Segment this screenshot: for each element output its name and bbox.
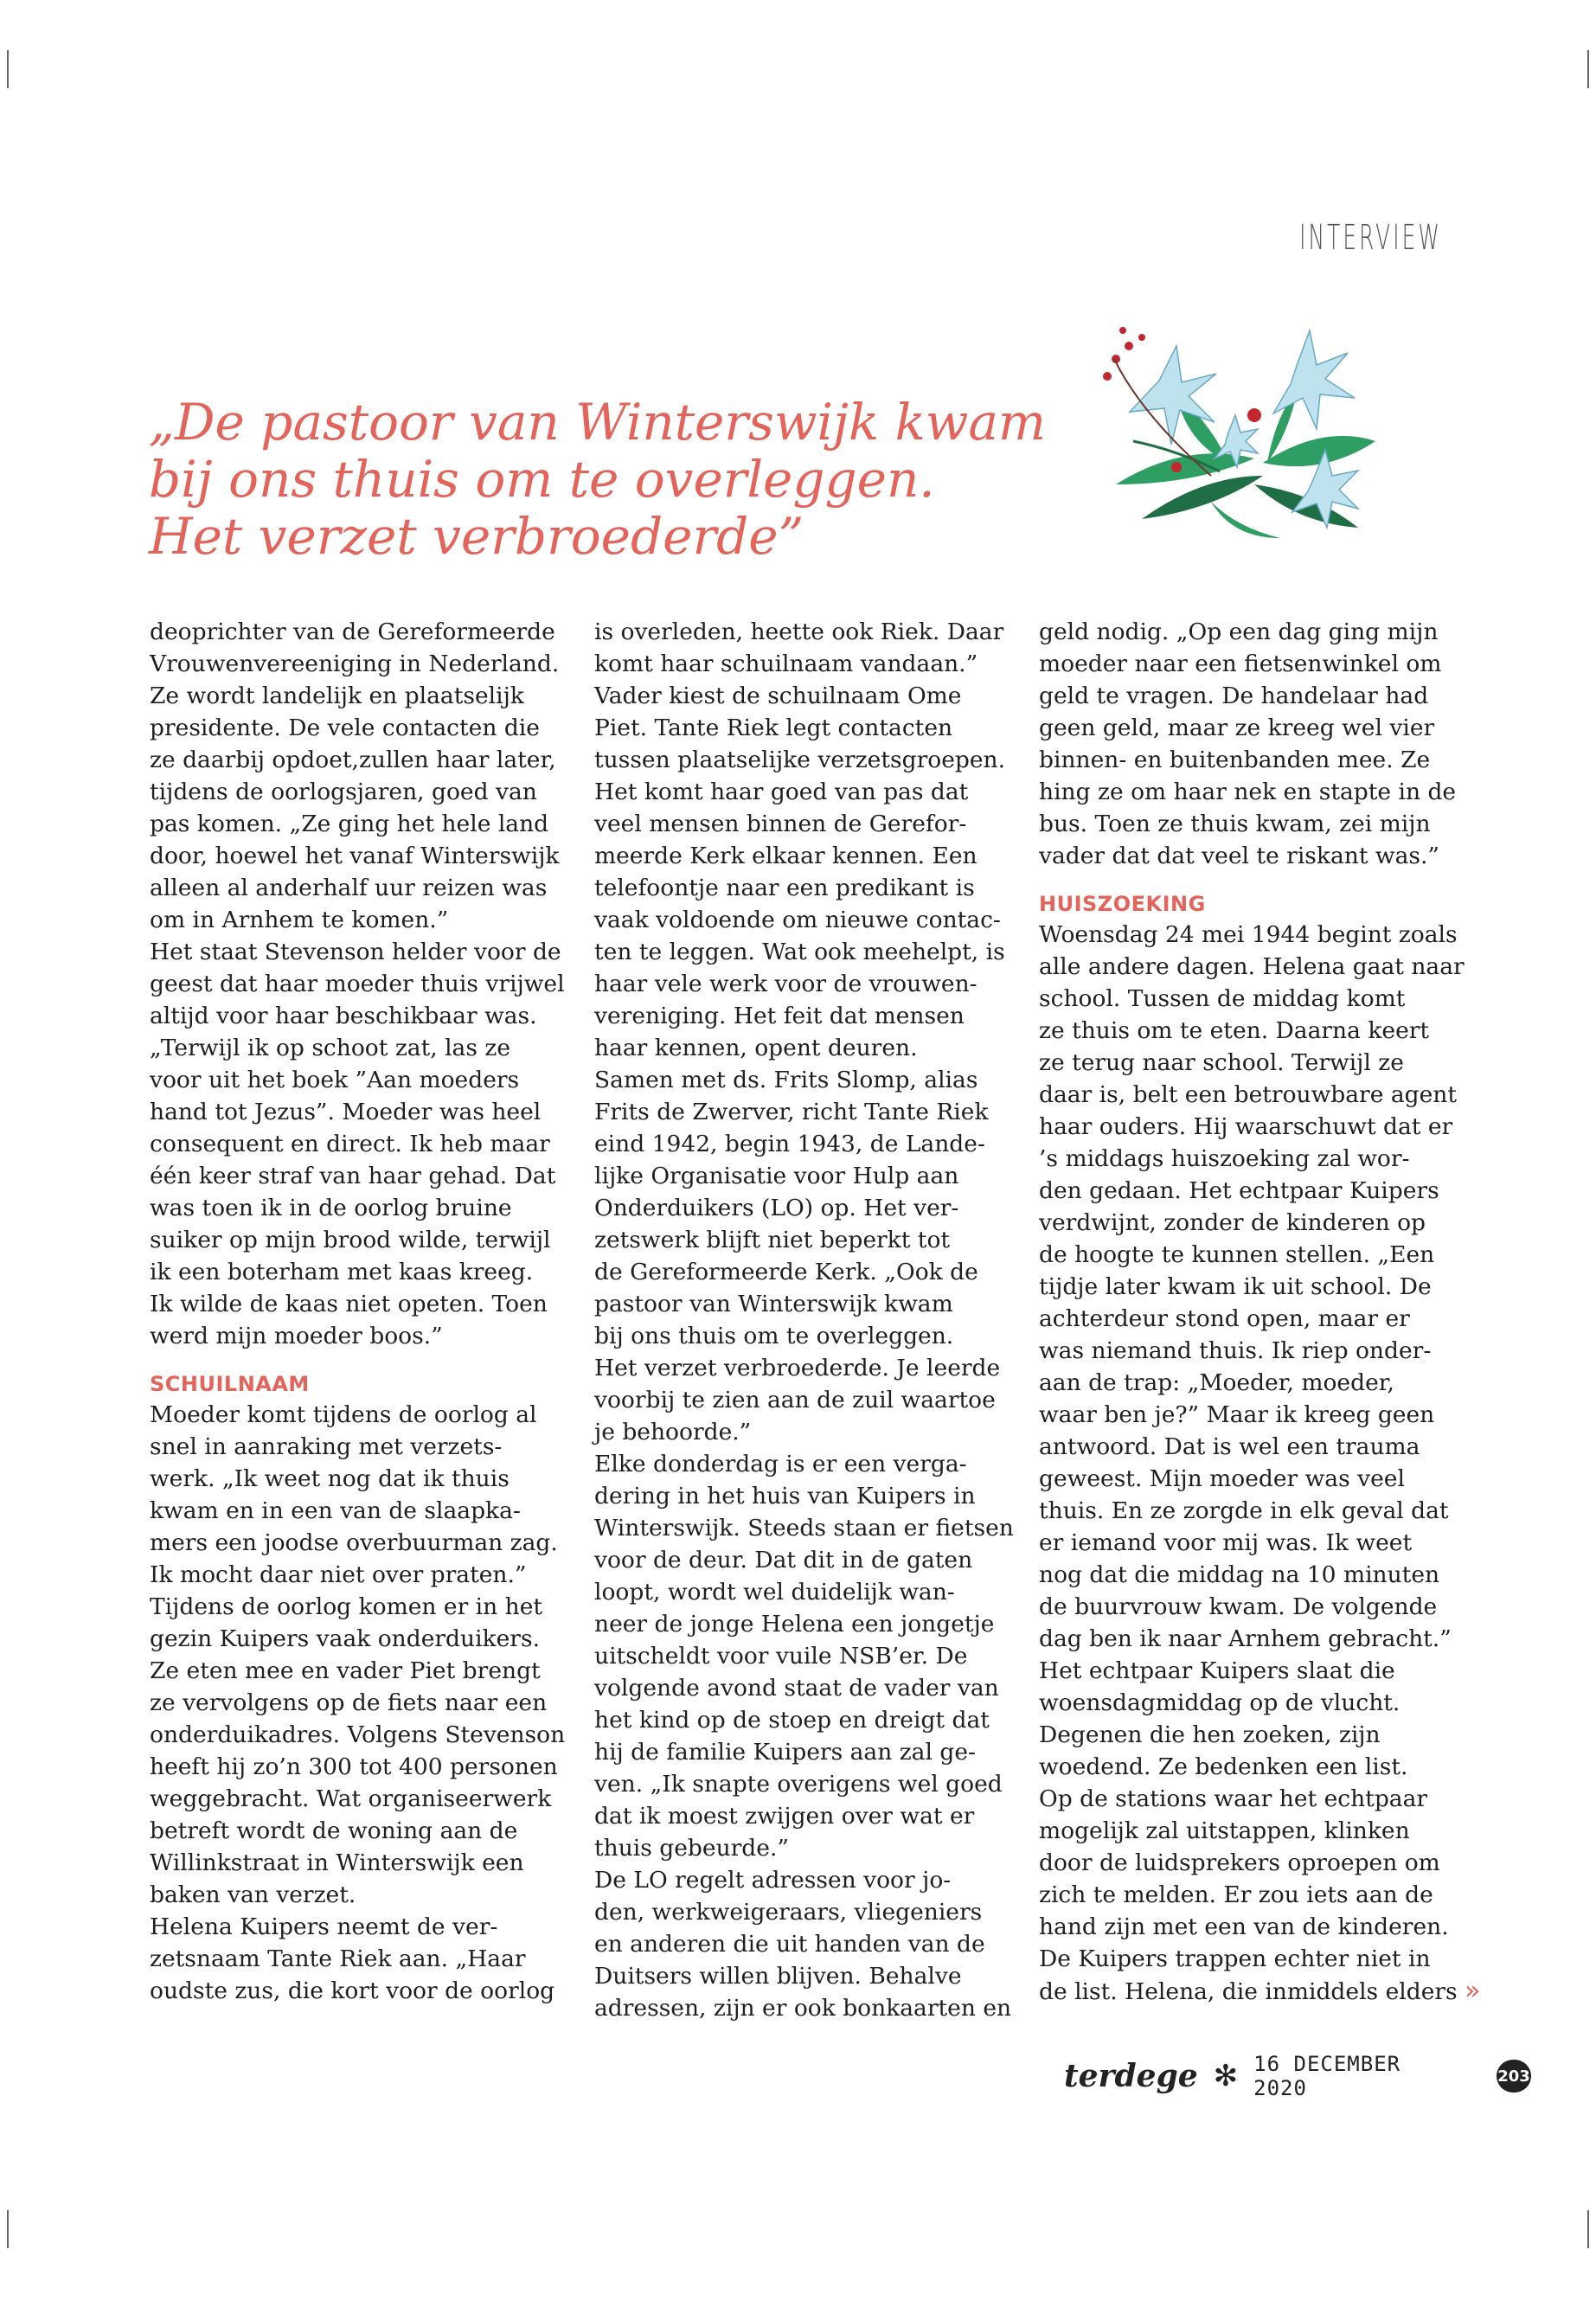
text-line: betreft wordt de woning aan de bbox=[150, 1817, 518, 1844]
text-line: Vrouwenvereeniging in Nederland. bbox=[150, 651, 560, 677]
text-line: één keer straf van haar gehad. Dat bbox=[150, 1163, 556, 1189]
text-line: je behoorde.” bbox=[594, 1419, 752, 1445]
text-line: Helena Kuipers neemt de ver- bbox=[150, 1913, 498, 1940]
text-line: ze thuis om te eten. Daarna keert bbox=[1039, 1017, 1430, 1044]
text-line: eind 1942, begin 1943, de Lande- bbox=[594, 1131, 985, 1157]
text-line: dag ben ik naar Arnhem gebracht.” bbox=[1039, 1625, 1452, 1652]
text-line: was toen ik in de oorlog bruine bbox=[150, 1195, 512, 1221]
text-line: vaak voldoende om nieuwe contac- bbox=[594, 907, 1001, 933]
text-line: door de luidsprekers oproepen om bbox=[1039, 1849, 1440, 1876]
crop-mark-bottom-left bbox=[7, 2210, 9, 2248]
text-line: Moeder komt tijdens de oorlog al bbox=[150, 1401, 537, 1428]
asterisk-icon: ✻ bbox=[1213, 2059, 1239, 2093]
text-line: geld te vragen. De handelaar had bbox=[1039, 683, 1429, 709]
page-footer bbox=[1064, 2050, 1531, 2102]
text-line: waar ben je?” Maar ik kreeg geen bbox=[1039, 1401, 1435, 1428]
text-line: Ik mocht daar niet over praten.” bbox=[150, 1561, 527, 1588]
text-line: de hoogte te kunnen stellen. „Een bbox=[1039, 1241, 1435, 1268]
text-line: werd mijn moeder boos.” bbox=[150, 1323, 443, 1349]
paragraph bbox=[150, 616, 560, 936]
text-line: moeder naar een fietsenwinkel om bbox=[1039, 651, 1442, 677]
text-line: neer de jonge Helena een jongetje bbox=[594, 1611, 995, 1638]
text-line: werk. „Ik weet nog dat ik thuis bbox=[150, 1465, 510, 1492]
pull-quote bbox=[149, 393, 1046, 566]
issue-date: 16 DECEMBER 2020 bbox=[1253, 2052, 1401, 2100]
pull-quote-line: bij ons thuis om te overleggen. bbox=[149, 450, 935, 509]
text-line: Piet. Tante Riek legt contacten bbox=[594, 715, 953, 741]
article-column-3 bbox=[1039, 616, 1481, 2024]
paragraph bbox=[1039, 616, 1457, 872]
text-line: nog dat die middag na 10 minuten bbox=[1039, 1561, 1440, 1588]
text-line: Ze eten mee en vader Piet brengt bbox=[150, 1657, 541, 1684]
text-line: tijdens de oorlogsjaren, goed van bbox=[150, 779, 537, 805]
text-line: meerde Kerk elkaar kennen. Een bbox=[594, 843, 977, 869]
text-line: ze terug naar school. Terwijl ze bbox=[1039, 1049, 1404, 1076]
page-number-badge: 203 bbox=[1497, 2060, 1531, 2093]
text-line: ze vervolgens op de fiets naar een bbox=[150, 1689, 548, 1716]
article-column-2 bbox=[594, 616, 1014, 2024]
text-line: De Kuipers trappen echter niet in bbox=[1039, 1945, 1431, 1972]
text-line: aan de trap: „Moeder, moeder, bbox=[1039, 1369, 1394, 1396]
paragraph bbox=[1039, 919, 1465, 1655]
article-body bbox=[150, 616, 1481, 2024]
text-line: thuis. En ze zorgde in elk geval dat bbox=[1039, 1497, 1449, 1524]
paragraph bbox=[150, 1591, 566, 1911]
text-line: vader dat dat veel te riskant was.” bbox=[1039, 843, 1439, 869]
text-line: Woensdag 24 mei 1944 begint zoals bbox=[1039, 921, 1458, 948]
text-line: tijdje later kwam ik uit school. De bbox=[1039, 1273, 1432, 1300]
text-line: onderduikadres. Volgens Stevenson bbox=[150, 1721, 566, 1748]
text-line: presidente. De vele contacten die bbox=[150, 715, 540, 741]
continue-arrow-icon: » bbox=[1465, 1976, 1481, 2006]
text-line: dering in het huis van Kuipers in bbox=[594, 1483, 976, 1509]
text-line: zich te melden. Er zou iets aan de bbox=[1039, 1881, 1433, 1908]
paragraph bbox=[594, 616, 1006, 1064]
text-line: Het staat Stevenson helder voor de bbox=[150, 939, 561, 965]
text-line: Ze wordt landelijk en plaatselijk bbox=[150, 683, 524, 709]
text-line: weggebracht. Wat organiseerwerk bbox=[150, 1785, 552, 1812]
text-line: thuis gebeurde.” bbox=[594, 1835, 789, 1862]
text-line: achterdeur stond open, maar er bbox=[1039, 1305, 1410, 1332]
leaf-sprigs bbox=[1116, 389, 1375, 538]
text-line: telefoontje naar een predikant is bbox=[594, 875, 975, 901]
text-line: hand zijn met een van de kinderen. bbox=[1039, 1913, 1449, 1940]
text-line: de buurvrouw kwam. De volgende bbox=[1039, 1593, 1438, 1620]
text-line: Tijdens de oorlog komen er in het bbox=[150, 1593, 543, 1620]
text-line: ze daarbij opdoet,zullen haar later, bbox=[150, 747, 556, 773]
text-line: haar ouders. Hij waarschuwt dat er bbox=[1039, 1113, 1453, 1140]
text-line: mers een joodse overbuurman zag. bbox=[150, 1529, 558, 1556]
text-line: oudste zus, die kort voor de oorlog bbox=[150, 1977, 555, 2004]
text-line: geest dat haar moeder thuis vrijwel bbox=[150, 971, 565, 997]
text-line: veel mensen binnen de Gerefor- bbox=[594, 811, 967, 837]
text-line: verdwijnt, zonder de kinderen op bbox=[1039, 1209, 1426, 1236]
paragraph bbox=[594, 1448, 1014, 1864]
text-line: vereniging. Het feit dat mensen bbox=[594, 1003, 965, 1029]
paragraph bbox=[150, 1399, 558, 1591]
text-line: woedend. Ze bedenken een list. bbox=[1039, 1753, 1408, 1780]
text-line: kwam en in een van de slaapka- bbox=[150, 1497, 521, 1524]
text-line: het kind op de stoep en dreigt dat bbox=[594, 1707, 990, 1734]
text-line: Ik wilde de kaas niet opeten. Toen bbox=[150, 1291, 548, 1317]
text-line: Winterswijk. Steeds staan er fietsen bbox=[594, 1515, 1014, 1541]
text-line: de Gereformeerde Kerk. „Ook de bbox=[594, 1259, 978, 1285]
text-line: bus. Toen ze thuis kwam, zei mijn bbox=[1039, 811, 1431, 837]
text-line: haar kennen, opent deuren. bbox=[594, 1035, 918, 1061]
text-line: den, werkweigeraars, vliegeniers bbox=[594, 1899, 983, 1926]
text-line: consequent en direct. Ik heb maar bbox=[150, 1131, 550, 1157]
text-line: geen geld, maar ze kreeg wel vier bbox=[1039, 715, 1435, 741]
text-line: alle andere dagen. Helena gaat naar bbox=[1039, 953, 1465, 980]
text-line: voor uit het boek ”Aan moeders bbox=[150, 1067, 520, 1093]
text-line: er iemand voor mij was. Ik weet bbox=[1039, 1529, 1413, 1556]
text-line: hij de familie Kuipers aan zal ge- bbox=[594, 1739, 976, 1766]
text-line: woensdagmiddag op de vlucht. bbox=[1039, 1689, 1401, 1716]
text-line: Onderduikers (LO) op. Het ver- bbox=[594, 1195, 959, 1221]
text-line: baken van verzet. bbox=[150, 1881, 356, 1908]
pull-quote-line: Het verzet verbroederde” bbox=[149, 507, 804, 566]
text-line: voorbij te zien aan de zuil waartoe bbox=[594, 1387, 996, 1413]
section-heading: SCHUILNAAM bbox=[150, 1372, 310, 1396]
text-line: haar vele werk voor de vrouwen- bbox=[594, 971, 977, 997]
section-heading: HUISZOEKING bbox=[1039, 892, 1206, 916]
text-line: ’s middags huiszoeking zal wor- bbox=[1039, 1145, 1410, 1172]
magazine-logo: terdege bbox=[1064, 2058, 1198, 2094]
paragraph bbox=[150, 936, 565, 1352]
text-line: volgende avond staat de vader van bbox=[594, 1675, 999, 1702]
text-line: adressen, zijn er ook bonkaarten en bbox=[594, 1995, 1012, 2022]
text-line: Het echtpaar Kuipers slaat die bbox=[1039, 1657, 1395, 1684]
text-line: tussen plaatselijke verzetsgroepen. bbox=[594, 747, 1006, 773]
paragraph bbox=[1039, 1655, 1481, 2008]
text-line: was niemand thuis. Ik riep onder- bbox=[1039, 1337, 1432, 1364]
text-line: heeft hij zo’n 300 tot 400 personen bbox=[150, 1753, 558, 1780]
text-line: om in Arnhem te komen.” bbox=[150, 907, 449, 933]
text-line: zetswerk blijft niet beperkt tot bbox=[594, 1227, 951, 1253]
text-line: Frits de Zwerver, richt Tante Riek bbox=[594, 1099, 989, 1125]
text-line: ik een boterham met kaas kreeg. bbox=[150, 1259, 534, 1285]
section-label: INTERVIEW bbox=[1299, 218, 1442, 258]
text-line: De LO regelt adressen voor jo- bbox=[594, 1867, 952, 1894]
text-line: hing ze om haar nek en stapte in de bbox=[1039, 779, 1457, 805]
text-line: lijke Organisatie voor Hulp aan bbox=[594, 1163, 959, 1189]
paragraph bbox=[150, 1911, 555, 2007]
crop-mark-top-right bbox=[1587, 50, 1589, 88]
text-line: loopt, wordt wel duidelijk wan- bbox=[594, 1579, 955, 1606]
text-line: geld nodig. „Op een dag ging mijn bbox=[1039, 619, 1439, 645]
text-line bbox=[1039, 1975, 1481, 2008]
text-line: gezin Kuipers vaak onderduikers. bbox=[150, 1625, 540, 1652]
text-line: Vader kiest de schuilnaam Ome bbox=[594, 683, 962, 709]
text-line: ten te leggen. Wat ook meehelpt, is bbox=[594, 939, 1005, 965]
text-line: antwoord. Dat is wel een trauma bbox=[1039, 1433, 1420, 1460]
text-line: mogelijk zal uitstappen, klinken bbox=[1039, 1817, 1410, 1844]
text-line: „Terwijl ik op schoot zat, las ze bbox=[150, 1035, 511, 1061]
text-line: Willinkstraat in Winterswijk een bbox=[150, 1849, 524, 1876]
crop-mark-bottom-right bbox=[1587, 2210, 1589, 2248]
text-line: is overleden, heette ook Riek. Daar bbox=[594, 619, 1004, 645]
text-line: zetsnaam Tante Riek aan. „Haar bbox=[150, 1945, 526, 1972]
article-column-1 bbox=[150, 616, 566, 2024]
text-line-content: de list. Helena, die inmiddels elders bbox=[1039, 1978, 1458, 2005]
text-line: suiker op mijn brood wilde, terwijl bbox=[150, 1227, 551, 1253]
text-line: school. Tussen de middag komt bbox=[1039, 985, 1406, 1012]
text-line: Op de stations waar het echtpaar bbox=[1039, 1785, 1428, 1812]
text-line: binnen- en buitenbanden mee. Ze bbox=[1039, 747, 1431, 773]
text-line: dat ik moest zwijgen over wat er bbox=[594, 1803, 975, 1830]
text-line: bij ons thuis om te overleggen. bbox=[594, 1323, 954, 1349]
text-line: Duitsers willen blijven. Behalve bbox=[594, 1963, 962, 1990]
winter-flower-illustration bbox=[1081, 311, 1401, 549]
text-line: voor de deur. Dat dit in de gaten bbox=[594, 1547, 973, 1574]
text-line: ven. „Ik snapte overigens wel goed bbox=[594, 1771, 1003, 1798]
text-line: Degenen die hen zoeken, zijn bbox=[1039, 1721, 1381, 1748]
text-line: alleen al anderhalf uur reizen was bbox=[150, 875, 548, 901]
text-line: pastoor van Winterswijk kwam bbox=[594, 1291, 953, 1317]
text-line: uitscheldt voor vuile NSB’er. De bbox=[594, 1643, 968, 1670]
text-line: Samen met ds. Frits Slomp, alias bbox=[594, 1067, 978, 1093]
text-line: Het komt haar goed van pas dat bbox=[594, 779, 969, 805]
text-line: den gedaan. Het echtpaar Kuipers bbox=[1039, 1177, 1439, 1204]
crop-mark-top-left bbox=[7, 50, 9, 88]
text-line: Het verzet verbroederde. Je leerde bbox=[594, 1355, 1001, 1381]
text-line: Elke donderdag is er een verga- bbox=[594, 1451, 967, 1477]
text-line: deoprichter van de Gereformeerde bbox=[150, 619, 555, 645]
text-line: komt haar schuilnaam vandaan.” bbox=[594, 651, 978, 677]
text-line: pas komen. „Ze ging het hele land bbox=[150, 811, 549, 837]
text-line: hand tot Jezus”. Moeder was heel bbox=[150, 1099, 542, 1125]
text-line: geweest. Mijn moeder was veel bbox=[1039, 1465, 1405, 1492]
pull-quote-line: „De pastoor van Winterswijk kwam bbox=[149, 393, 1046, 452]
text-line: snel in aanraking met verzets- bbox=[150, 1433, 503, 1460]
text-line: daar is, belt een betrouwbare agent bbox=[1039, 1081, 1457, 1108]
text-line: door, hoewel het vanaf Winterswijk bbox=[150, 843, 560, 869]
text-line: altijd voor haar beschikbaar was. bbox=[150, 1003, 537, 1029]
text-line: en anderen die uit handen van de bbox=[594, 1931, 985, 1958]
paragraph bbox=[594, 1864, 1012, 2024]
paragraph bbox=[594, 1064, 1001, 1448]
